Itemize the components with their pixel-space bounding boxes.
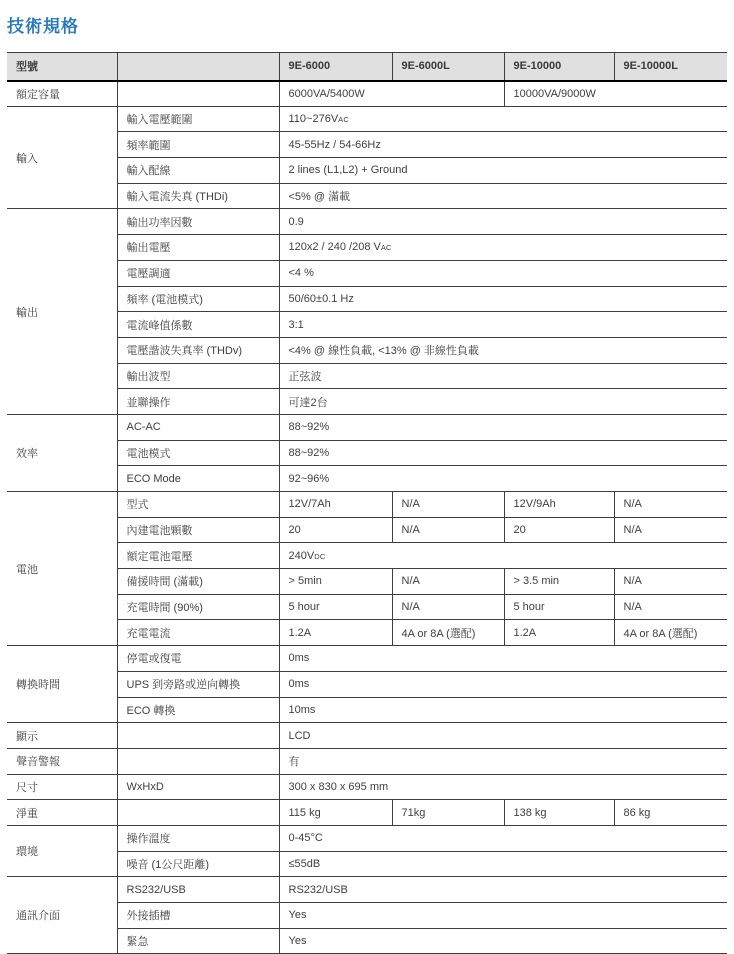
spec-value: 12V/9Ah (504, 492, 614, 518)
spec-value: 0ms (279, 646, 727, 672)
spec-name: 輸出電壓 (117, 235, 279, 261)
spec-name: RS232/USB (117, 877, 279, 903)
spec-value: 88~92% (279, 440, 727, 466)
spec-value: 4A or 8A (選配) (392, 620, 504, 646)
section-label: 通訊介面 (7, 877, 117, 954)
spec-name: 緊急 (117, 928, 279, 954)
section-label: 尺寸 (7, 774, 117, 800)
spec-value: 0ms (279, 671, 727, 697)
spec-value: 71kg (392, 800, 504, 826)
spec-name (117, 748, 279, 774)
spec-value: N/A (614, 492, 727, 518)
spec-name: 外接插槽 (117, 903, 279, 929)
section-label: 輸入 (7, 106, 117, 209)
section-label: 環境 (7, 825, 117, 876)
section-label: 聲音警報 (7, 748, 117, 774)
spec-name: 電壓諧波失真率 (THDv) (117, 337, 279, 363)
spec-name: ECO Mode (117, 466, 279, 492)
spec-value: Yes (279, 903, 727, 929)
spec-value: N/A (614, 517, 727, 543)
spec-value: 300 x 830 x 695 mm (279, 774, 727, 800)
spec-value: N/A (614, 594, 727, 620)
spec-value: 0-45°C (279, 825, 727, 851)
table-row (7, 723, 727, 749)
spec-name: 充電電流 (117, 620, 279, 646)
spec-name: ECO 轉換 (117, 697, 279, 723)
spec-name: 噪音 (1公尺距離) (117, 851, 279, 877)
spec-value: N/A (392, 569, 504, 595)
spec-value: 50/60±0.1 Hz (279, 286, 727, 312)
spec-value: <4% @ 線性負載, <13% @ 非線性負載 (279, 337, 727, 363)
spec-value: 2 lines (L1,L2) + Ground (279, 158, 727, 184)
spec-value: N/A (392, 492, 504, 518)
spec-value: 5 hour (504, 594, 614, 620)
spec-value: <5% @ 滿載 (279, 183, 727, 209)
spec-value: 45-55Hz / 54-66Hz (279, 132, 727, 158)
spec-value: N/A (392, 594, 504, 620)
spec-value: N/A (614, 569, 727, 595)
spec-value: RS232/USB (279, 877, 727, 903)
table-row (7, 800, 727, 826)
spec-name: 型式 (117, 492, 279, 518)
spec-name: 頻率範圍 (117, 132, 279, 158)
spec-value: 88~92% (279, 414, 727, 440)
section-label: 電池 (7, 492, 117, 646)
header-row (7, 53, 727, 81)
spec-name: WxHxD (117, 774, 279, 800)
table-row (7, 81, 727, 107)
spec-value: 20 (279, 517, 392, 543)
section-label: 效率 (7, 414, 117, 491)
table-row (7, 209, 727, 235)
spec-value: 有 (279, 748, 727, 774)
spec-value: 120x2 / 240 /208 VAC (279, 235, 727, 261)
unit-suffix: DC (314, 551, 326, 561)
spec-value: > 5min (279, 569, 392, 595)
spec-name: 電壓調適 (117, 260, 279, 286)
spec-table (7, 52, 727, 954)
spec-value: 可達2台 (279, 389, 727, 415)
spec-name: 輸出功率因數 (117, 209, 279, 235)
spec-value: 1.2A (504, 620, 614, 646)
unit-suffix: AC (338, 115, 349, 125)
spec-value: 0.9 (279, 209, 727, 235)
spec-value: ≤55dB (279, 851, 727, 877)
spec-name: 輸出波型 (117, 363, 279, 389)
spec-name: 輸入配線 (117, 158, 279, 184)
spec-value: 138 kg (504, 800, 614, 826)
table-row (7, 877, 727, 903)
section-label: 顯示 (7, 723, 117, 749)
spec-name: 內建電池顆數 (117, 517, 279, 543)
spec-value: 10000VA/9000W (504, 81, 727, 107)
spec-value: 86 kg (614, 800, 727, 826)
spec-name: 輸入電流失真 (THDi) (117, 183, 279, 209)
spec-value: 6000VA/5400W (279, 81, 504, 107)
spec-value: 正弦波 (279, 363, 727, 389)
spec-name: 並聯操作 (117, 389, 279, 415)
spec-value: 5 hour (279, 594, 392, 620)
spec-value: Yes (279, 928, 727, 954)
table-row (7, 825, 727, 851)
model-column-header: 9E-6000 (279, 53, 392, 81)
spec-value: 4A or 8A (選配) (614, 620, 727, 646)
header-spacer-cell (117, 53, 279, 81)
spec-value: > 3.5 min (504, 569, 614, 595)
spec-name: 充電時間 (90%) (117, 594, 279, 620)
model-column-header: 9E-6000L (392, 53, 504, 81)
spec-table-header (7, 53, 727, 81)
section-label: 淨重 (7, 800, 117, 826)
spec-value: <4 % (279, 260, 727, 286)
spec-value: N/A (392, 517, 504, 543)
section-label: 轉換時間 (7, 646, 117, 723)
spec-value: 3:1 (279, 312, 727, 338)
spec-name: 備援時間 (滿載) (117, 569, 279, 595)
spec-value: 92~96% (279, 466, 727, 492)
spec-name: 操作溫度 (117, 825, 279, 851)
spec-value: 20 (504, 517, 614, 543)
spec-value: 115 kg (279, 800, 392, 826)
table-row (7, 492, 727, 518)
spec-name (117, 723, 279, 749)
spec-value: 1.2A (279, 620, 392, 646)
section-label: 輸出 (7, 209, 117, 415)
spec-name: 電流峰值係數 (117, 312, 279, 338)
table-row (7, 774, 727, 800)
page-title: 技術規格 (7, 17, 79, 36)
model-row-title: 型號 (7, 53, 117, 81)
table-row (7, 414, 727, 440)
spec-name: 停電或復電 (117, 646, 279, 672)
spec-value: 240VDC (279, 543, 727, 569)
spec-name: 頻率 (電池模式) (117, 286, 279, 312)
unit-suffix: AC (380, 243, 392, 253)
spec-value: LCD (279, 723, 727, 749)
spec-name (117, 800, 279, 826)
spec-name: AC-AC (117, 414, 279, 440)
spec-value: 12V/7Ah (279, 492, 392, 518)
table-row (7, 748, 727, 774)
section-label: 額定容量 (7, 81, 117, 107)
spec-name: 輸入電壓範圍 (117, 106, 279, 132)
table-row (7, 646, 727, 672)
table-row (7, 106, 727, 132)
spec-name: UPS 到旁路或逆向轉換 (117, 671, 279, 697)
spec-table-body (7, 81, 727, 954)
spec-value: 110~276VAC (279, 106, 727, 132)
spec-value: 10ms (279, 697, 727, 723)
spec-name: 電池模式 (117, 440, 279, 466)
spec-name (117, 81, 279, 107)
spec-name: 額定電池電壓 (117, 543, 279, 569)
model-column-header: 9E-10000L (614, 53, 727, 81)
model-column-header: 9E-10000 (504, 53, 614, 81)
